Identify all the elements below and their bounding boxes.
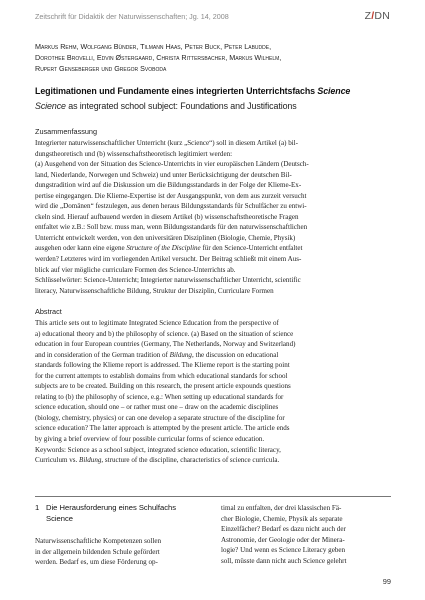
author-line: Rupert Genseberger und Gregor Svoboda [35, 64, 167, 74]
body-text-line: Naturwissenschaftliche Kompetenzen sollen [35, 537, 162, 545]
summary-line: ausgehen oder kann eine eigene Structure of the Discipline für den Science-Unterricht entfaltet [35, 244, 303, 253]
emphasized-term: Structure of the Discipline [126, 244, 201, 253]
abstract-line: science education, should one – or rather must one – draw on the academic disciplines [35, 403, 279, 412]
title-de-main: Legitimationen und Fundamente eines integrierten Unterrichtsfachs [35, 86, 318, 96]
body-text-line: timal zu entfalten, der drei klassischen Fä- [221, 504, 342, 512]
summary-line: ckeln sind. Hierauf aufbauend werden in diesem Artikel (b) wissenschaftstheoretische Fragen [35, 212, 299, 221]
title-en-main: as integrated school subject: Foundations and Justifications [65, 101, 297, 111]
abstract-line: for the current attempts to establish domains from which educational standards for school [35, 371, 288, 380]
summary-line: literacy, Naturwissenschaftliche Bildung, Struktur der Disziplin, Curriculare Formen [35, 286, 274, 295]
body-text-line: in der allgemein bildenden Schule gefördert [35, 547, 160, 556]
body-text-line: soll, müsste dann nicht auch Science gelehrt [221, 556, 347, 565]
summary-line: Schlüsselwörter: Science-Unterricht; Integrierter naturwissenschaftlicher Unterricht, scientific [35, 276, 301, 285]
abstract-line: (biology, chemistry, physics) or can one develop a separate structure of the discipline for [35, 413, 285, 422]
logo-right: DN [374, 10, 390, 22]
article-title-english [35, 101, 395, 111]
logo-slash: / [371, 10, 375, 22]
summary-line: pertise eingegangen. Die Klieme-Expertise ist der Ausgangspunkt, von dem aus zurzeit versucht [35, 191, 307, 200]
journal-citation: Zeitschrift für Didaktik der Naturwissenschaften; Jg. 14, 2008 [35, 12, 229, 21]
summary-line: entfaltet wie z.B.: Soll bzw. muss man, wenn Bildungsstandards für den naturwissenschaftlichen [35, 223, 308, 232]
summary-line: wird die „Domänen“ festzulegen, aus denen heraus Bildungsstandards für Schulfächer zu entwi- [35, 202, 307, 211]
section-title-line: Science [46, 513, 74, 523]
title-de-italic: Science [317, 86, 351, 96]
body-text-line: werden. Bedarf es, um diese Förderung op- [35, 558, 158, 567]
title-en-italic: Science [35, 101, 66, 111]
body-text-line: Einzelfächer? Bedarf es dazu nicht auch der [221, 525, 346, 534]
author-line: Markus Rehm, Wolfgang Bünder, Tilmann Haas, Peter Buck, Peter Labudde, [35, 42, 272, 51]
abstract-line: education in four European countries (Germany, The Netherlands, Norway and Switzerland) [35, 340, 296, 349]
abstract-line: standards following the Klieme report is addressed. The Klieme report is the starting point [35, 361, 290, 370]
section-title-line: Die Herausforderung eines Schulfachs [46, 503, 177, 512]
section-1-heading [35, 503, 210, 524]
journal-logo [365, 10, 390, 22]
summary-line: (a) Ausgehend von der Situation des Science-Unterrichts in vier europäischen Ländern (Deutsch- [35, 160, 309, 169]
abstract-line: subjects are to be created. Building on this research, the present article expounds questions [35, 382, 291, 391]
article-title-german [35, 86, 395, 96]
logo-left: Z [364, 10, 372, 22]
summary-line: Integrierter naturwissenschaftlicher Unterricht (kurz „Science“) soll in diesem Artikel (a) bil- [35, 139, 298, 147]
abstract-line: relating to (b) the philosophy of science, e.g.: When setting up educational standards for [35, 392, 284, 401]
summary-line: blick auf vier mögliche curriculare Formen des Science-Unterrichts ab. [35, 265, 236, 274]
page-number: 99 [382, 577, 391, 586]
body-text-line: Astronomie, der Geologie oder der Minera- [221, 535, 345, 544]
summary-line: Unterricht entwickelt werden, von den universitären Disziplinen (Biologie, Chemie, Physik) [35, 233, 296, 242]
abstract-heading: Abstract [35, 307, 62, 316]
abstract-line: This article sets out to legitimate Integrated Science Education from the perspective of [35, 319, 279, 327]
summary-line: land, Niederlande, Norwegen und Schweiz) und unter Berücksichtigung der deutschen Bil- [35, 170, 292, 179]
running-header [35, 9, 390, 29]
body-text-line: logie? Und wenn es Science Literacy geben [221, 546, 346, 555]
abstract-line: Curriculum vs. Bildung, structure of the discipline, characteristics of science curricula. [35, 456, 280, 465]
section-divider [35, 496, 391, 497]
zusammenfassung-body [35, 138, 391, 296]
body-column-left [35, 536, 205, 568]
abstract-line: science education? The latter approach is attempted by the present article. The article ends [35, 424, 290, 433]
abstract-line: and in consideration of the German tradition of Bildung, the discussion on educational [35, 350, 279, 359]
emphasized-term: Bildung [169, 350, 192, 359]
body-column-right [221, 503, 391, 567]
section-number: 1 [35, 503, 40, 512]
abstract-body [35, 318, 391, 466]
summary-line: dungstradition wird auf die Diskussion um die Bildungsstandards in der Folge der Klieme-Ex- [35, 181, 302, 190]
abstract-line: a) educational theory and b) the philosophy of science. (a) Based on the situation of science [35, 329, 294, 338]
author-line: Dorothee Brovelli, Edvin Østergaard, Christa Rittersbacher, Markus Wilhelm, [35, 53, 282, 63]
body-text-line: cher Biologie, Chemie, Physik als separate [221, 514, 343, 523]
zusammenfassung-heading: Zusammenfassung [35, 127, 98, 136]
emphasized-term: Bildung [79, 456, 102, 465]
summary-line: werden? Letzteres wird im vorliegenden Artikel versucht. Der Beitrag schließt mit einem Aus- [35, 255, 302, 264]
summary-line: dungstheoretisch und (b) wissenschaftstheoretisch legitimiert werden: [35, 149, 233, 158]
abstract-line: Keywords: Science as a school subject, integrated science education, scientific literacy, [35, 445, 281, 454]
author-list [35, 41, 395, 75]
abstract-line: by giving a brief overview of four possible curricular forms of science education. [35, 435, 265, 444]
